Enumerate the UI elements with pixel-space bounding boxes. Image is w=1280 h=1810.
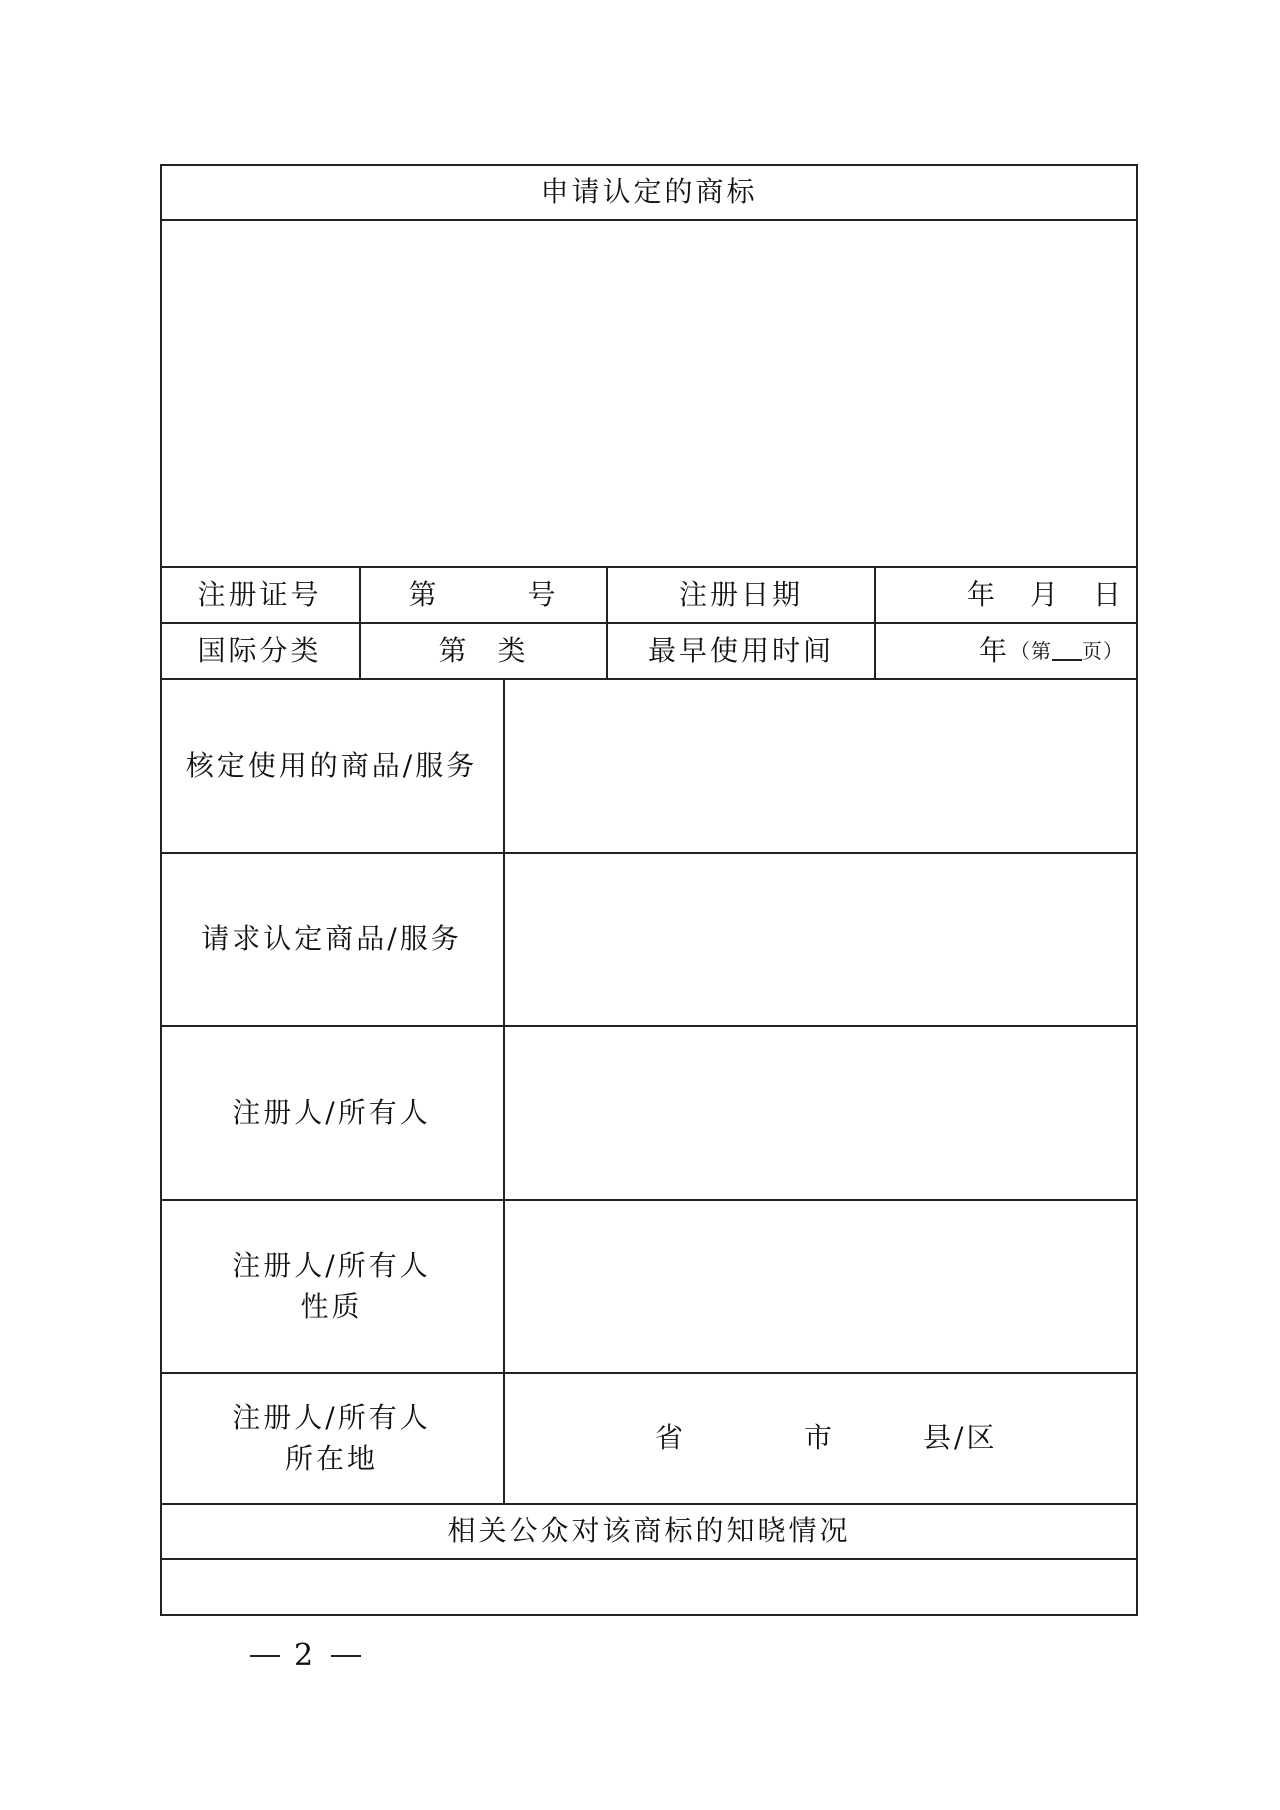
first-use-label [608,624,874,678]
dash-right [331,1655,361,1657]
location-city: 市 [804,1421,836,1455]
dash-left [250,1655,280,1657]
reg-date-day: 日 [1092,577,1124,611]
registrant-location-label-line2: 所在地 [284,1441,378,1475]
registrant-location-field[interactable] [505,1374,1138,1503]
approved-goods-field[interactable] [505,680,1138,852]
approved-goods-label-text: 核定使用的商品/服务 [185,748,478,782]
reg-date-label-text: 注册日期 [678,577,803,611]
registrant-label-text: 注册人/所有人 [232,1095,431,1129]
reg-number-label [160,568,359,622]
page-number: 2 [294,1638,318,1673]
registrant-nature-field[interactable] [505,1201,1138,1372]
public-awareness-field[interactable] [160,1560,1138,1614]
intl-class-label [160,624,359,678]
registrant-nature-label [160,1201,503,1372]
intl-class-prefix: 第 [438,633,470,667]
trademark-header-text: 申请认定的商标 [540,174,758,208]
requested-goods-field[interactable] [505,854,1138,1025]
registrant-nature-label-line1: 注册人/所有人 [232,1248,431,1282]
reg-date-field[interactable] [876,568,1138,622]
first-use-label-text: 最早使用时间 [647,633,834,667]
registrant-field[interactable] [505,1027,1138,1199]
intl-class-suffix: 类 [497,633,529,667]
intl-class-label-text: 国际分类 [197,633,322,667]
reg-date-label [608,568,874,622]
first-use-year: 年 [978,633,1010,667]
approved-goods-label [160,680,503,852]
registrant-nature-label-line2: 性质 [300,1289,363,1323]
public-awareness-header-text: 相关公众对该商标的知晓情况 [447,1514,851,1548]
page-ref-blank[interactable] [1052,641,1082,661]
requested-goods-label-text: 请求认定商品/服务 [201,922,462,956]
reg-number-label-text: 注册证号 [197,577,322,611]
reg-number-prefix: 第 [408,577,440,611]
reg-date-month: 月 [1029,577,1061,611]
reg-number-field[interactable] [361,568,606,622]
intl-class-field[interactable] [361,624,606,678]
public-awareness-header [160,1505,1138,1558]
location-county: 县/区 [923,1421,998,1455]
reg-date-year: 年 [966,577,998,611]
page-ref-open: （第 [1010,638,1052,663]
registrant-location-label-line1: 注册人/所有人 [232,1400,431,1434]
first-use-field[interactable] [876,624,1138,678]
trademark-header [160,164,1138,220]
registrant-label [160,1027,503,1199]
location-province: 省 [655,1421,687,1455]
page-ref-close: 页） [1082,638,1124,663]
reg-number-suffix: 号 [527,577,559,611]
trademark-image-area[interactable] [160,221,1138,566]
requested-goods-label [160,854,503,1025]
registrant-location-label [160,1374,503,1503]
page-footer [250,1638,361,1673]
